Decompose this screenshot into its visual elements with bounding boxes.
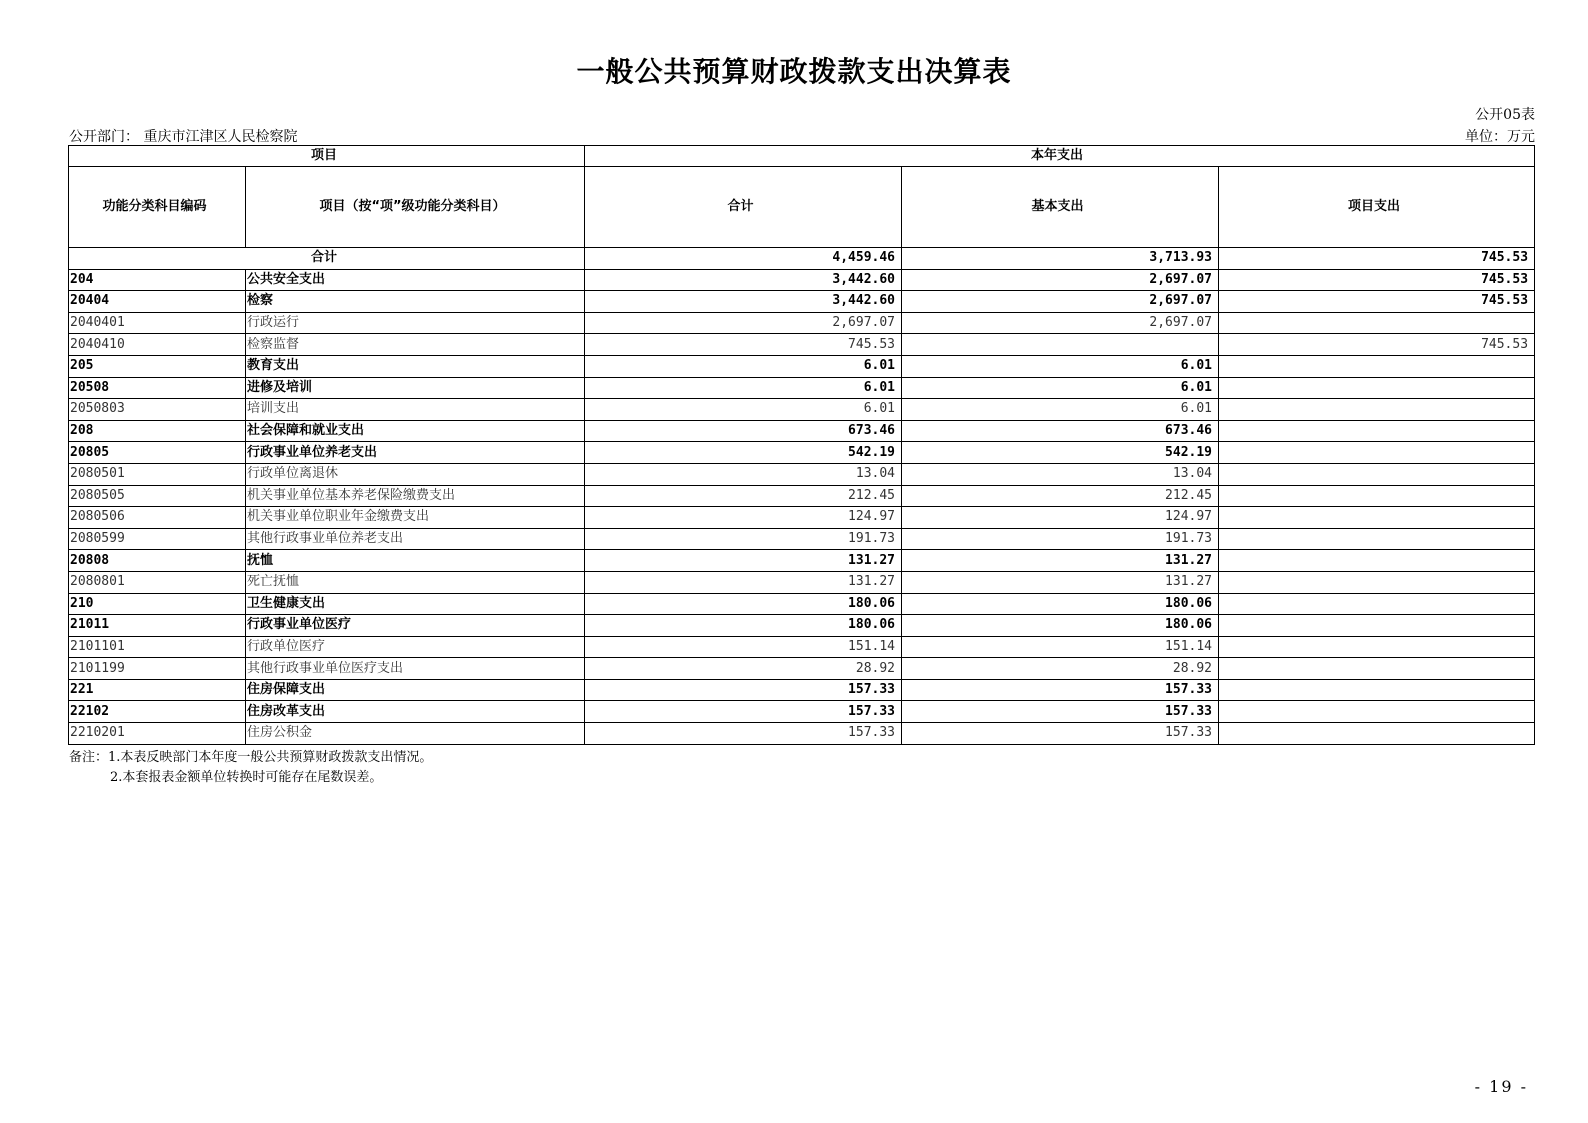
row-basic: 28.92: [902, 658, 1219, 680]
table-row: [69, 420, 1535, 442]
row-total: 212.45: [585, 485, 902, 507]
row-total: 13.04: [585, 463, 902, 485]
page-title: 一般公共预算财政拨款支出决算表: [576, 55, 1012, 88]
row-name: 行政事业单位医疗: [246, 615, 585, 637]
row-basic: 131.27: [902, 571, 1219, 593]
row-project: [1219, 723, 1535, 745]
row-total: 151.14: [585, 636, 902, 658]
row-total: 2,697.07: [585, 312, 902, 334]
row-basic: [902, 334, 1219, 356]
row-name: 机关事业单位基本养老保险缴费支出: [246, 485, 585, 507]
row-total: 124.97: [585, 507, 902, 529]
row-basic: 180.06: [902, 615, 1219, 637]
row-project: [1219, 377, 1535, 399]
row-total: 180.06: [585, 615, 902, 637]
row-basic: 131.27: [902, 550, 1219, 572]
header-code: 功能分类科目编码: [69, 167, 246, 248]
row-basic: 2,697.07: [902, 269, 1219, 291]
row-basic: 157.33: [902, 701, 1219, 723]
row-project: [1219, 442, 1535, 464]
row-name: 抚恤: [246, 550, 585, 572]
row-project: [1219, 701, 1535, 723]
row-project: [1219, 312, 1535, 334]
total-amount: 4,459.46: [585, 248, 902, 270]
row-name: 机关事业单位职业年金缴费支出: [246, 507, 585, 529]
table-row: [69, 636, 1535, 658]
row-code: 205: [69, 355, 246, 377]
table-row: [69, 463, 1535, 485]
row-basic: 13.04: [902, 463, 1219, 485]
row-total: 542.19: [585, 442, 902, 464]
row-total: 191.73: [585, 528, 902, 550]
row-project: [1219, 679, 1535, 701]
table-row: [69, 615, 1535, 637]
row-code: 2040410: [69, 334, 246, 356]
expenditure-table: [68, 145, 1535, 745]
row-total: 28.92: [585, 658, 902, 680]
table-row: [69, 355, 1535, 377]
row-project: [1219, 615, 1535, 637]
row-project: [1219, 420, 1535, 442]
row-project: 745.53: [1219, 334, 1535, 356]
row-total: 180.06: [585, 593, 902, 615]
page-number: - 19 -: [1474, 1077, 1528, 1096]
row-code: 20404: [69, 291, 246, 313]
row-basic: 542.19: [902, 442, 1219, 464]
row-code: 22102: [69, 701, 246, 723]
row-basic: 2,697.07: [902, 291, 1219, 313]
row-code: 2080599: [69, 528, 246, 550]
row-code: 2050803: [69, 399, 246, 421]
row-name: 检察: [246, 291, 585, 313]
row-code: 20508: [69, 377, 246, 399]
table-row: [69, 701, 1535, 723]
table-row: [69, 312, 1535, 334]
row-total: 6.01: [585, 399, 902, 421]
row-total: 6.01: [585, 377, 902, 399]
table-row: [69, 658, 1535, 680]
row-name: 公共安全支出: [246, 269, 585, 291]
table-row: [69, 528, 1535, 550]
row-name: 死亡抚恤: [246, 571, 585, 593]
table-row: [69, 442, 1535, 464]
row-name: 社会保障和就业支出: [246, 420, 585, 442]
note-line-1: 备注：1.本表反映部门本年度一般公共预算财政拨款支出情况。: [69, 750, 433, 765]
row-total: 131.27: [585, 550, 902, 572]
row-name: 行政单位离退休: [246, 463, 585, 485]
row-basic: 151.14: [902, 636, 1219, 658]
row-code: 2040401: [69, 312, 246, 334]
row-total: 3,442.60: [585, 291, 902, 313]
row-project: [1219, 571, 1535, 593]
row-total: 131.27: [585, 571, 902, 593]
row-basic: 2,697.07: [902, 312, 1219, 334]
table-number: 公开05表: [1475, 107, 1535, 123]
total-row: [69, 248, 1535, 270]
total-project: 745.53: [1219, 248, 1535, 270]
row-project: [1219, 507, 1535, 529]
row-code: 221: [69, 679, 246, 701]
row-code: 2080501: [69, 463, 246, 485]
total-basic: 3,713.93: [902, 248, 1219, 270]
row-total: 6.01: [585, 355, 902, 377]
row-basic: 6.01: [902, 377, 1219, 399]
table-row: [69, 723, 1535, 745]
header-project-expense: 项目支出: [1219, 167, 1535, 248]
row-project: [1219, 399, 1535, 421]
note-line-2: 2.本套报表金额单位转换时可能存在尾数误差。: [110, 770, 383, 785]
header-current-year: 本年支出: [585, 146, 1535, 167]
row-project: [1219, 528, 1535, 550]
unit-label: 单位：万元: [1465, 129, 1535, 145]
header-project: 项目: [69, 146, 585, 167]
row-basic: 212.45: [902, 485, 1219, 507]
row-total: 673.46: [585, 420, 902, 442]
row-code: 204: [69, 269, 246, 291]
row-total: 3,442.60: [585, 269, 902, 291]
row-code: 208: [69, 420, 246, 442]
row-name: 其他行政事业单位医疗支出: [246, 658, 585, 680]
row-basic: 6.01: [902, 355, 1219, 377]
table-row: [69, 571, 1535, 593]
row-name: 培训支出: [246, 399, 585, 421]
row-basic: 191.73: [902, 528, 1219, 550]
header-row-1: [69, 146, 1535, 167]
row-basic: 157.33: [902, 723, 1219, 745]
row-name: 行政事业单位养老支出: [246, 442, 585, 464]
row-name: 住房保障支出: [246, 679, 585, 701]
row-project: 745.53: [1219, 291, 1535, 313]
row-name: 住房公积金: [246, 723, 585, 745]
header-row-2: [69, 167, 1535, 248]
row-code: 2101199: [69, 658, 246, 680]
table-row: [69, 269, 1535, 291]
table-row: [69, 485, 1535, 507]
row-basic: 180.06: [902, 593, 1219, 615]
row-code: 2080505: [69, 485, 246, 507]
row-project: [1219, 355, 1535, 377]
table-row: [69, 291, 1535, 313]
row-total: 157.33: [585, 679, 902, 701]
total-label: 合计: [69, 248, 585, 270]
header-total: 合计: [585, 167, 902, 248]
header-basic: 基本支出: [902, 167, 1219, 248]
row-name: 教育支出: [246, 355, 585, 377]
row-project: [1219, 593, 1535, 615]
table-row: [69, 399, 1535, 421]
row-code: 210: [69, 593, 246, 615]
row-project: [1219, 636, 1535, 658]
row-code: 2101101: [69, 636, 246, 658]
row-name: 检察监督: [246, 334, 585, 356]
row-total: 157.33: [585, 701, 902, 723]
row-name: 住房改革支出: [246, 701, 585, 723]
row-basic: 124.97: [902, 507, 1219, 529]
row-name: 其他行政事业单位养老支出: [246, 528, 585, 550]
row-name: 卫生健康支出: [246, 593, 585, 615]
row-name: 行政运行: [246, 312, 585, 334]
row-project: [1219, 658, 1535, 680]
table-row: [69, 507, 1535, 529]
table-row: [69, 334, 1535, 356]
row-basic: 157.33: [902, 679, 1219, 701]
row-code: 20808: [69, 550, 246, 572]
row-code: 2080506: [69, 507, 246, 529]
row-project: [1219, 463, 1535, 485]
row-project: [1219, 485, 1535, 507]
row-basic: 6.01: [902, 399, 1219, 421]
header-item: 项目（按“项”级功能分类科目）: [246, 167, 585, 248]
row-code: 2080801: [69, 571, 246, 593]
row-project: 745.53: [1219, 269, 1535, 291]
table-row: [69, 679, 1535, 701]
row-total: 157.33: [585, 723, 902, 745]
row-basic: 673.46: [902, 420, 1219, 442]
table-row: [69, 593, 1535, 615]
row-name: 进修及培训: [246, 377, 585, 399]
table-row: [69, 377, 1535, 399]
row-code: 2210201: [69, 723, 246, 745]
row-name: 行政单位医疗: [246, 636, 585, 658]
row-project: [1219, 550, 1535, 572]
row-code: 20805: [69, 442, 246, 464]
department-label: 公开部门： 重庆市江津区人民检察院: [69, 129, 298, 145]
table-row: [69, 550, 1535, 572]
row-code: 21011: [69, 615, 246, 637]
row-total: 745.53: [585, 334, 902, 356]
